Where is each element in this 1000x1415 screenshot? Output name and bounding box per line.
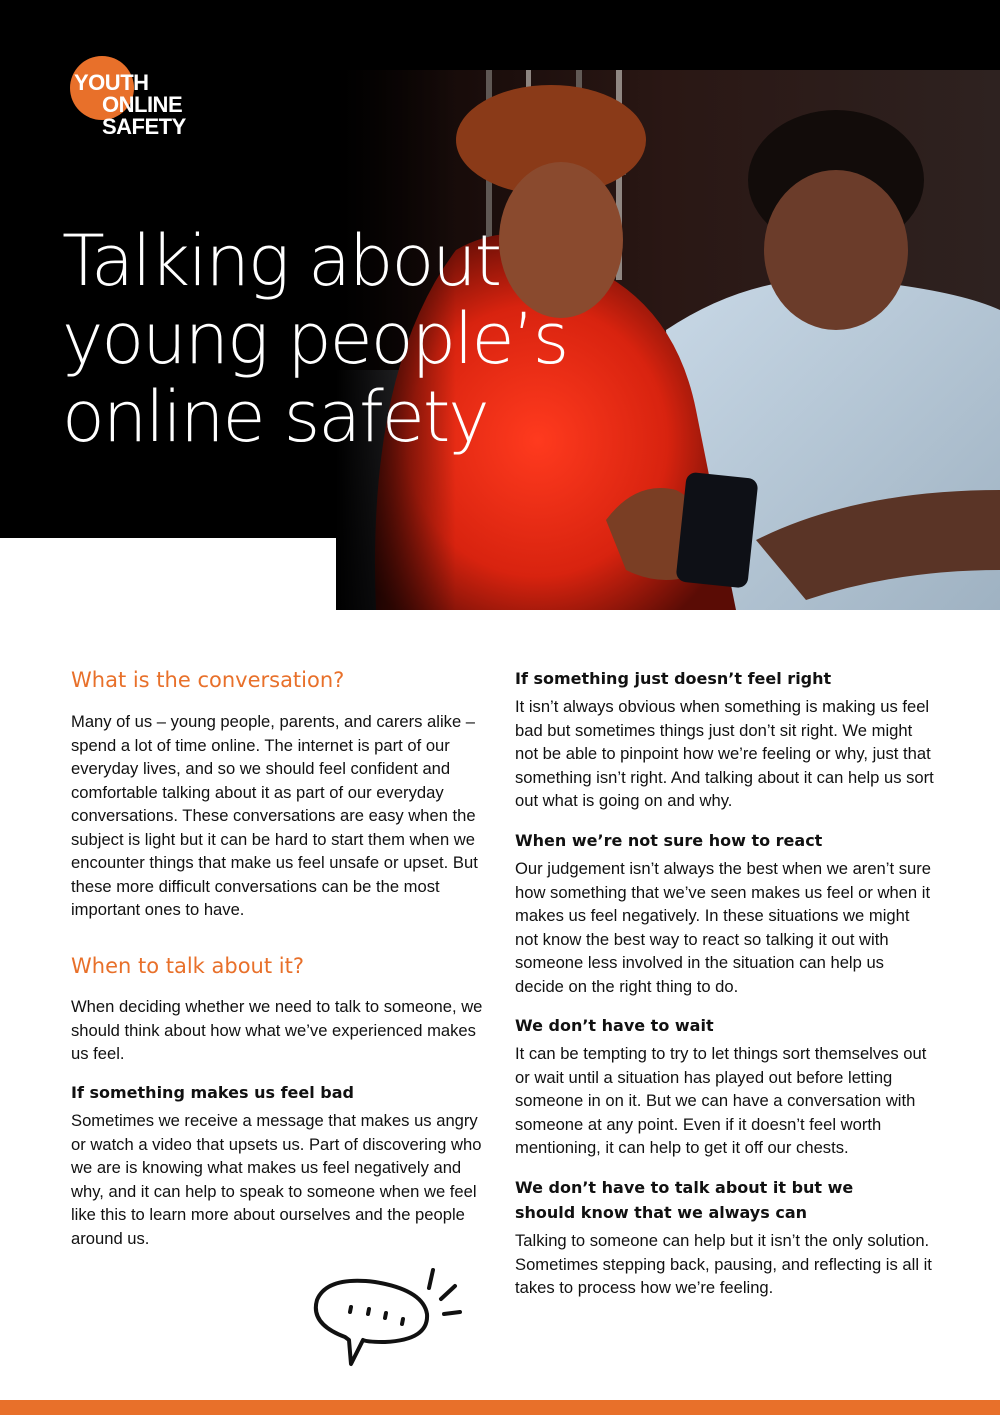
section-body-what-is-the-conversation: Many of us – young people, parents, and carers alike – spend a lot of time online. The internet is part of our everyday lives, and so we should feel confident and comfortable talking about it as part of our everyday conversations. These conversations are easy when the subject is light but it can be hard to start them when we encounter things that make us feel unsafe or upset. But these more difficult conversations can be the most important ones to have.	[71, 712, 478, 919]
section-heading-what-is-the-conversation: What is the conversation?	[71, 668, 345, 692]
subheading-not-sure-how-to-react: When we’re not sure how to react	[515, 831, 823, 850]
body-dont-have-to-talk: Talking to someone can help but it isn’t the only solution. Sometimes stepping back, pausing, and reflecting is all it takes to process how we’re feeling.	[515, 1231, 932, 1297]
section-body-when-to-talk: When deciding whether we need to talk to someone, we should think about how what we’ve experienced makes us feel.	[71, 997, 483, 1063]
bottom-accent-bar	[0, 1400, 1000, 1415]
subheading-makes-us-feel-bad: If something makes us feel bad	[71, 1083, 354, 1102]
body-dont-have-to-wait: It can be tempting to try to let things sort themselves out or wait until a situation has played out before letting someone in on it. But we can have a conversation with someone at any point. Even if it doesn’t feel worth mentioning, it can help to get it off our chests.	[515, 1044, 927, 1157]
logo-line-2: ONLINE	[102, 92, 183, 117]
title-line-2: young people’s	[62, 298, 568, 380]
body-not-sure-how-to-react: Our judgement isn’t always the best when we aren’t sure how something that we’ve seen makes us feel or when it makes us feel negatively. In these situations we might not know the best way to react so talking it out with someone less involved in the situation can help us decide on the right thing to do.	[515, 859, 931, 996]
logo-line-3: SAFETY	[102, 114, 186, 139]
logo-you: YOU	[74, 70, 121, 95]
section-heading-when-to-talk: When to talk about it?	[71, 954, 304, 978]
speech-bubble-icon	[305, 1262, 475, 1377]
youth-online-safety-logo	[70, 48, 240, 138]
title-line-3: online safety	[62, 376, 488, 458]
subheading-dont-have-to-wait: We don’t have to wait	[515, 1016, 714, 1035]
body-doesnt-feel-right: It isn’t always obvious when something is making us feel bad but sometimes things just don’t sit right. We might not be able to pinpoint how we’re feeling or why, just that something isn’t right. And talking about it can help us sort out what is going on and why.	[515, 697, 934, 810]
page-title	[62, 222, 567, 456]
body-makes-us-feel-bad: Sometimes we receive a message that makes us angry or watch a video that upsets us. Part of discovering who we are is knowing what makes us feel negatively and why, and it can help to speak to someone when we feel like this to learn more about ourselves and the people around us.	[71, 1111, 482, 1248]
title-line-1: Talking about	[62, 220, 501, 302]
logo-th: TH	[120, 70, 149, 95]
subheading-doesnt-feel-right: If something just doesn’t feel right	[515, 669, 832, 688]
subheading-dont-have-to-talk: We don’t have to talk about it but we should know that we always can	[515, 1178, 854, 1222]
